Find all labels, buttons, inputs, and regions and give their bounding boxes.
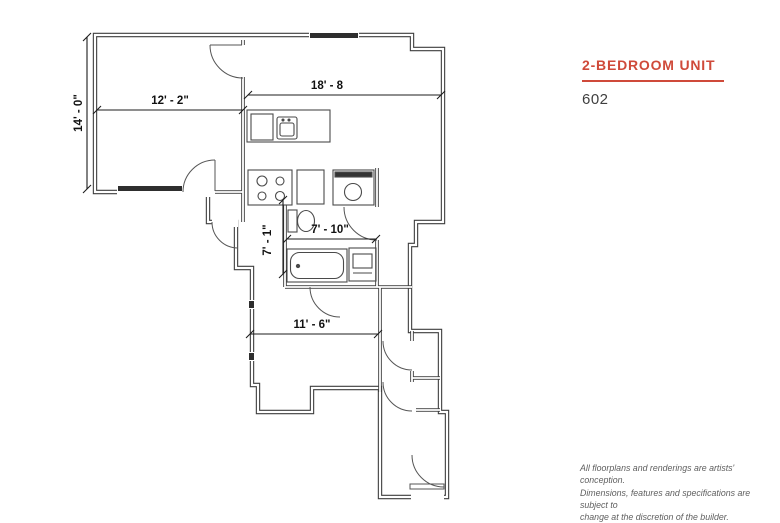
disclaimer <box>580 462 776 523</box>
kitchen-sink <box>277 117 297 139</box>
unit-type-title: 2-BEDROOM UNIT <box>582 57 716 73</box>
disclaimer-line-3: change at the discretion of the builder. <box>580 512 729 523</box>
bathroom-door <box>344 207 377 240</box>
dim-bedroom1-depth: 14' - 0" <box>73 94 85 132</box>
entry-door <box>410 455 444 489</box>
dim-bedroom1-width: 12' - 2" <box>151 95 189 107</box>
vanity-sink <box>349 248 376 281</box>
washer <box>333 170 374 205</box>
window-bedroom2-b <box>249 353 254 360</box>
dim-living: 18' - 8 <box>310 80 344 92</box>
window-bedroom1 <box>118 186 182 191</box>
dishwasher <box>251 114 273 140</box>
title-divider <box>582 80 724 82</box>
door-swings <box>183 45 444 489</box>
bedroom2-door <box>310 287 340 317</box>
dim-bedroom2: 11' - 6" <box>293 319 331 331</box>
dimension-labels <box>73 80 349 331</box>
disclaimer-line-2: Dimensions, features and specifications are subject to <box>580 487 751 510</box>
disclaimer-line-1: All floorplans and renderings are artists' conception. <box>580 463 735 486</box>
unit-info-panel <box>582 57 732 108</box>
kitchen-island <box>247 110 330 142</box>
bathtub <box>287 249 347 282</box>
closet2-door <box>383 382 412 411</box>
stove <box>248 170 292 205</box>
exterior-walls <box>95 35 447 497</box>
dim-hall: 7' - 1" <box>262 224 274 256</box>
dim-bath: 7' - 10" <box>311 224 349 236</box>
unit-number: 602 <box>582 91 609 108</box>
closet1-door <box>383 341 412 370</box>
window-bedroom2-a <box>249 301 254 308</box>
kitchen-cabinet <box>297 170 324 204</box>
bedroom1-entry-door <box>210 45 243 78</box>
window-living <box>310 33 358 38</box>
